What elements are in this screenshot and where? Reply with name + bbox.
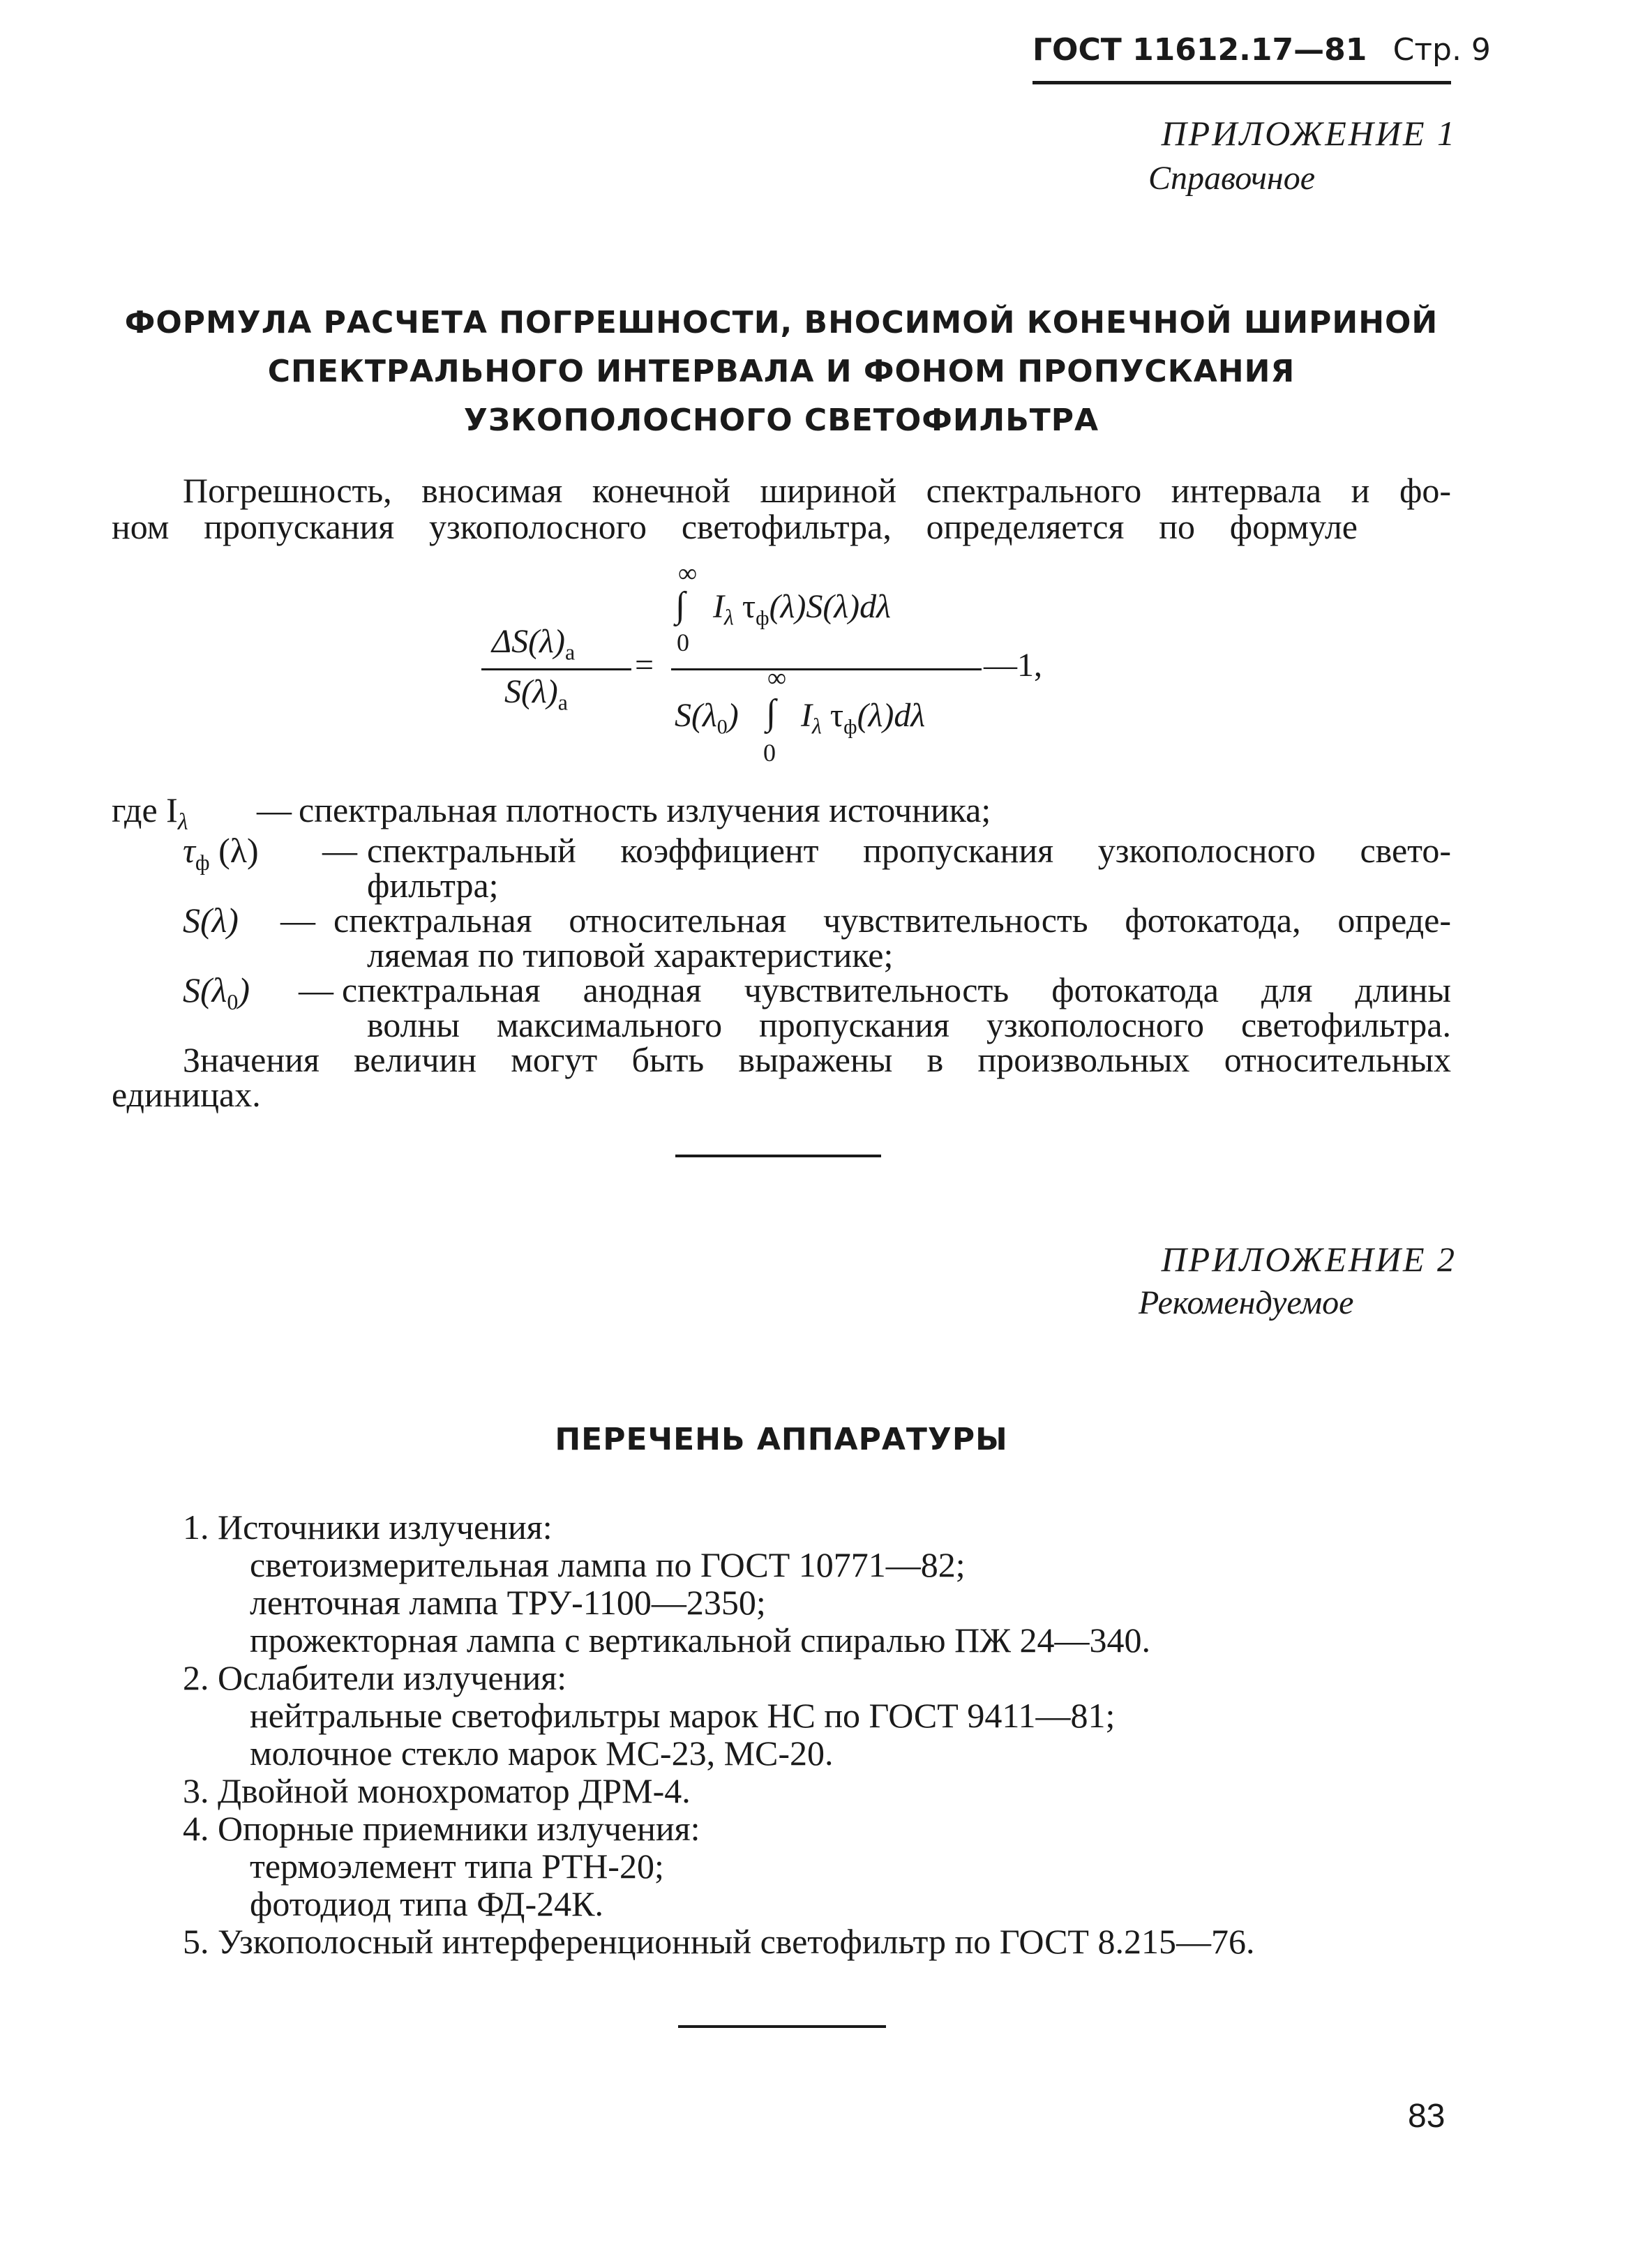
section-divider — [675, 1155, 881, 1157]
intro-line-2: ном пропускания узкополосного светофильтра, определяется по формуле — [112, 507, 1358, 546]
list-item: 4. Опорные приемники излучения: — [183, 1809, 700, 1848]
def-1-text: спектральная плотность излучения источника; — [299, 790, 991, 829]
def-3-line-1: спектральная относительная чувствительность фотокатода, опреде- — [333, 901, 1451, 940]
def-1-dash: — — [257, 790, 292, 829]
rhs-fraction-bar — [671, 668, 982, 670]
intro-line-1: Погрешность, вносимая конечной шириной спектрального интервала и фо- — [183, 471, 1451, 510]
lhs-fraction-bar — [481, 668, 631, 670]
list-subitem: светоизмерительная лампа по ГОСТ 10771—82; — [250, 1545, 966, 1584]
list-item: 2. Ослабители излучения: — [183, 1658, 567, 1697]
denominator-expression: $I_\lambda$ $\tau_ф(\lambda)d\lambda$ — [801, 697, 926, 739]
list-subitem: молочное стекло марок МС-23, МС-20. — [250, 1734, 834, 1773]
list-item: 1. Источники излучения: — [183, 1508, 553, 1547]
list-subitem: ленточная лампа ТРУ-1100—2350; — [250, 1583, 766, 1622]
def-1-symbol: где $I_\lambda$ — [112, 790, 188, 835]
numerator-expression: $I_\lambda$ $\tau_ф(\lambda)S(\lambda)d\lambda$ — [713, 588, 891, 630]
def-4-line-1: спектральная анодная чувствительность фотокатода для длины — [342, 970, 1451, 1009]
minus-one: —1, — [984, 647, 1042, 684]
heading-line-1: ФОРМУЛА РАСЧЕТА ПОГРЕШНОСТИ, ВНОСИМОЙ КОНЕЧНОЙ ШИРИНОЙ — [124, 305, 1439, 340]
num-int-lower: 0 — [677, 629, 689, 656]
def-2-line-2: фильтра; — [367, 866, 499, 905]
heading-line-2: СПЕКТРАЛЬНОГО ИНТЕРВАЛА И ФОНОМ ПРОПУСКАНИЯ — [267, 354, 1296, 389]
def-3-symbol: S(λ) — [183, 901, 239, 940]
appendix2-title: ПРИЛОЖЕНИЕ 2 — [1161, 1240, 1457, 1279]
appendix2-heading: ПЕРЕЧЕНЬ АППАРАТУРЫ — [555, 1422, 1008, 1457]
appendix1-status: Справочное — [1148, 160, 1315, 197]
def-3-line-2: ляемая по типовой характеристике; — [367, 935, 894, 975]
list-subitem: прожекторная лампа с вертикальной спиралью ПЖ 24—340. — [250, 1621, 1151, 1660]
def-2-dash: — — [322, 831, 357, 870]
appendix1-title: ПРИЛОЖЕНИЕ 1 — [1161, 114, 1457, 153]
den-integral-icon: ∫ — [766, 693, 776, 732]
note-line-2: единицах. — [112, 1075, 261, 1114]
lhs-denominator: $S(\lambda)_а$ — [504, 673, 568, 715]
equals-sign: = — [635, 647, 654, 684]
note-line-1: Значения величин могут быть выражены в произвольных относительных — [183, 1040, 1451, 1079]
appendix2-status: Рекомендуемое — [1139, 1284, 1354, 1321]
num-int-upper: ∞ — [678, 559, 698, 588]
page-number: 83 — [1408, 2098, 1446, 2135]
def-4-line-2: волны максимального пропускания узкополосного светофильтра. — [367, 1005, 1451, 1044]
heading-line-3: УЗКОПОЛОСНОГО СВЕТОФИЛЬТРА — [463, 403, 1099, 438]
list-subitem: термоэлемент типа РТН-20; — [250, 1847, 664, 1886]
page-label: Стр. 9 — [1392, 32, 1491, 68]
denominator-prefix: $S(\lambda_0)$ — [675, 697, 739, 739]
def-2-line-1: спектральный коэффициент пропускания узкополосного свето- — [367, 831, 1451, 870]
def-4-symbol: $S(\lambda_0)$ — [183, 970, 250, 1014]
list-subitem: фотодиод типа ФД-24К. — [250, 1884, 603, 1923]
list-item: 5. Узкополосный интерференционный светофильтр по ГОСТ 8.215—76. — [183, 1922, 1255, 1961]
equipment-list — [183, 1508, 1451, 1960]
den-int-upper: ∞ — [767, 663, 787, 693]
formula — [0, 0, 1652, 795]
end-divider — [678, 2025, 886, 2028]
num-integral-icon: ∫ — [675, 585, 686, 625]
def-4-dash: — — [299, 970, 333, 1009]
def-3-dash: — — [280, 901, 315, 940]
den-int-lower: 0 — [763, 739, 776, 767]
lhs-numerator: $\Delta S(\lambda)_а$ — [492, 623, 576, 665]
gost-number: ГОСТ 11612.17—81 — [1032, 32, 1367, 68]
def-2-symbol: $\tau_ф$ (λ) — [183, 831, 259, 875]
list-subitem: нейтральные светофильтры марок НС по ГОСТ 9411—81; — [250, 1696, 1116, 1735]
list-item: 3. Двойной монохроматор ДРМ-4. — [183, 1771, 691, 1810]
